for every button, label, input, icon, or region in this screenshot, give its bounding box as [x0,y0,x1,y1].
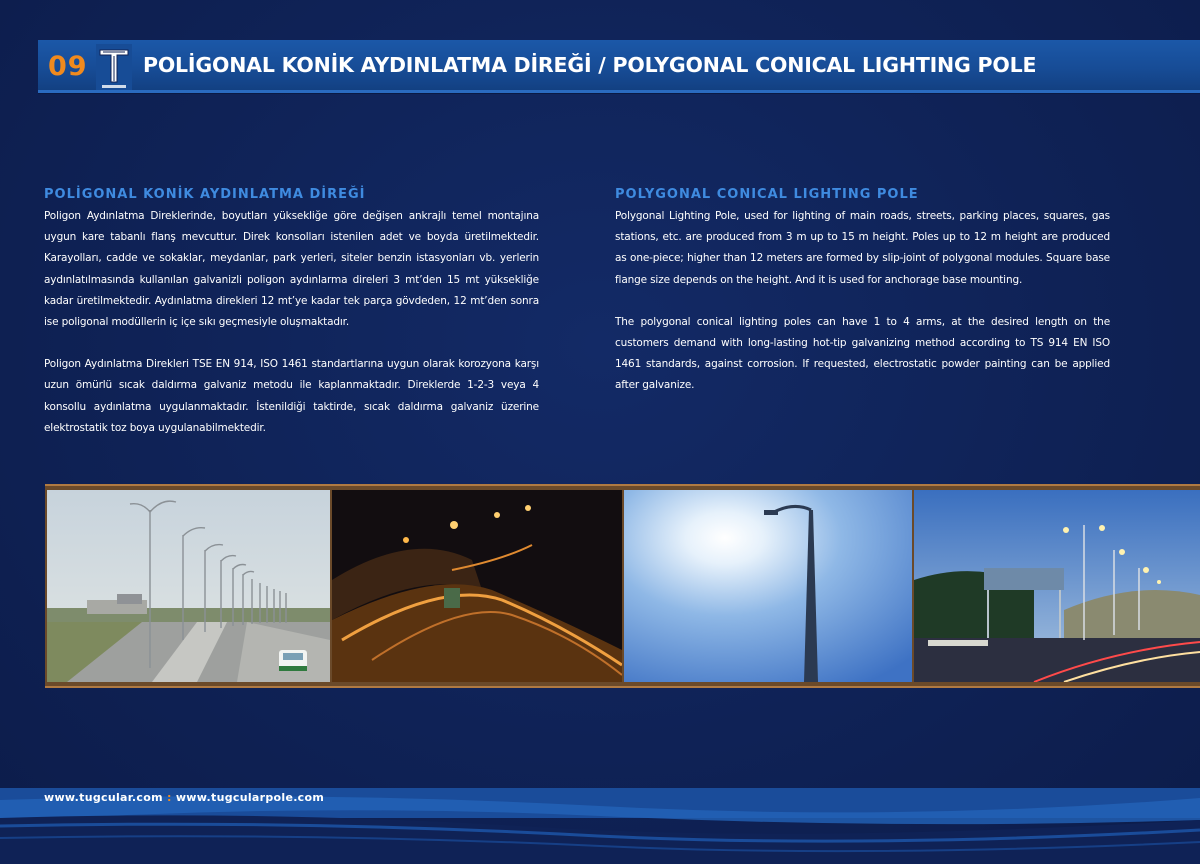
turkish-paragraph-1: Poligon Aydınlatma Direklerinde, boyutları yüksekliğe göre değişen ankrajlı temel montajına uygun kare tabanlı flanş mevcuttur. Direk konsolları istenilen adet ve boyda üretilmektedir. Karayolları, cadde ve sokaklar, meydanlar, park yerleri, siteler benzin istasyonları vb. yerlerin aydınlatılmasında kullanılan galvanizli poligon aydınlarma direleri 3 mt’den 15 mt yüksekliğe kadar üretilmektedir. Aydınlatma direkleri 12 mt’ye kadar tek parça gövdeden, 12 mt’den sonra ise poligonal modüllerin iç içe sıkı geçmesiyle oluşmaktadır. [44,210,539,329]
turkish-paragraph-2: Poligon Aydınlatma Direkleri TSE EN 914, ISO 1461 standartlarına uygun olarak korozyona karşı uzun ömürlü sıcak daldırma galvaniz metodu ile kaplanmaktadır. Direklerde 1-2-3 veya 4 konsollu aydınlatma uygulanmaktadır. İstenildiği taktirde, sıcak daldırma galvaniz üzerine elektrostatik toz boya uygulanabilmektedir. [44,358,539,434]
header-underline [38,90,1200,93]
turkish-section [44,186,539,439]
page-title: POLİGONAL KONİK AYDINLATMA DİREĞİ / POLYGONAL CONICAL LIGHTING POLE [143,53,1037,77]
english-section [615,186,1110,397]
turkish-section-title: POLİGONAL KONİK AYDINLATMA DİREĞİ [44,187,366,202]
photo-strip [45,484,1200,688]
english-paragraph-2: The polygonal conical lighting poles can have 1 to 4 arms, at the desired length on the customers demand with long-lasting hot-tip galvanizing method according to TS 914 EN ISO 1461 standards, against corrosion. If requested, electrostatic powder painting can be applied after galvanize. [615,315,1110,392]
footer-websites [44,790,444,806]
photo-pole-against-sun [624,490,912,682]
english-paragraph-1: Polygonal Lighting Pole, used for lighting of main roads, streets, parking places, squares, gas stations, etc. are produced from 3 m up to 15 m height. Poles up to 12 m height are produced as one-piece; higher than 12 meters are formed by slip-joint of polygonal modules. Square base flange size depends on the height. And it is used for anchorage base mounting. [615,210,1110,286]
tugcular-logo-icon [94,42,134,92]
page-number: 09 [48,51,88,82]
footer-separator: : [167,791,172,804]
footer-link-tugcular[interactable]: www.tugcular.com [44,791,163,804]
photo-road-junction-dusk [914,490,1200,682]
english-section-title: POLYGONAL CONICAL LIGHTING POLE [615,187,919,202]
footer-link-tugcularpole[interactable]: www.tugcularpole.com [175,791,325,804]
photo-curved-road-night [332,490,622,682]
photo-highway-poles-day [47,490,330,682]
